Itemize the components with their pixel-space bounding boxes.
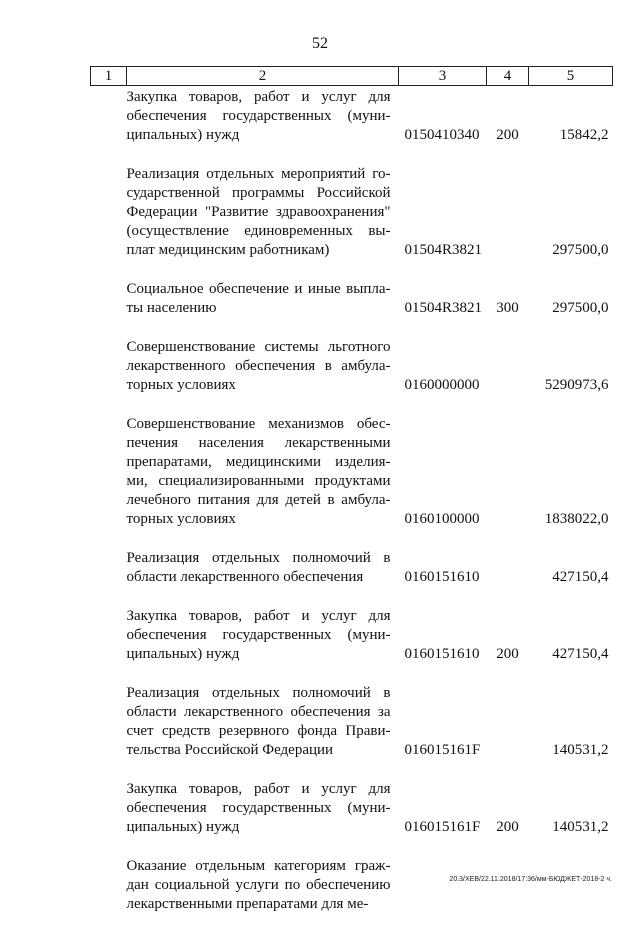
table-row — [91, 780, 613, 857]
row-expense-type: 200 — [496, 646, 519, 662]
row-expense-type: 300 — [496, 300, 519, 316]
row-expense-type: 200 — [496, 819, 519, 835]
row-expense-type — [487, 165, 529, 280]
row-amount: 427150,4 — [552, 646, 609, 662]
row-name: Совершенствование механизмов обес-печения населения лекарственными препаратами, медицинскими изделия-ми, специализированными продуктами лечебного питания для детей в амбула-торных условиях — [126, 416, 391, 527]
row-amount: 140531,2 — [552, 742, 609, 758]
document-footer-stamp: 20.3/ХЕВ/22.11.2018/17:36/мм-БЮДЖЕТ-2018-2 ч. — [449, 876, 612, 883]
row-expense-type — [487, 857, 529, 934]
table-row — [91, 684, 613, 780]
row-code: 01504R3821 — [404, 242, 483, 258]
row-name: Реализация отдельных полномочий в области лекарственного обеспечения — [126, 550, 391, 585]
row-amount: 427150,4 — [552, 569, 609, 585]
table-row — [91, 165, 613, 280]
budget-table — [90, 66, 613, 934]
row-code: 016015161F — [404, 742, 481, 758]
row-code: 0150410340 — [404, 127, 480, 143]
row-expense-type — [487, 338, 529, 415]
column-number-5: 5 — [529, 67, 613, 86]
table-row — [91, 338, 613, 415]
row-code: 0160151610 — [404, 569, 480, 585]
row-amount: 297500,0 — [552, 300, 609, 316]
row-amount: 140531,2 — [552, 819, 609, 835]
row-expense-type — [487, 415, 529, 549]
table-row — [91, 86, 613, 166]
row-expense-type: 200 — [496, 127, 519, 143]
row-name: Закупка товаров, работ и услуг для обеспечения государственных (муни-ципальных) нужд — [126, 89, 391, 143]
column-number-4: 4 — [487, 67, 529, 86]
row-name: Закупка товаров, работ и услуг для обеспечения государственных (муни-ципальных) нужд — [126, 781, 391, 835]
row-code: 0160000000 — [404, 377, 480, 393]
row-code: 016015161F — [404, 819, 481, 835]
table-row — [91, 857, 613, 934]
row-name: Социальное обеспечение и иные выпла-ты населению — [126, 281, 391, 316]
row-name: Закупка товаров, работ и услуг для обеспечения государственных (муни-ципальных) нужд — [126, 608, 391, 662]
row-amount: 1838022,0 — [544, 511, 609, 527]
column-number-2: 2 — [127, 67, 399, 86]
row-name: Совершенствование системы льготного лекарственного обеспечения в амбула-торных условиях — [126, 339, 391, 393]
row-code — [399, 857, 487, 934]
row-expense-type — [487, 684, 529, 780]
table-row — [91, 549, 613, 607]
table-header-row — [91, 67, 613, 86]
table-row — [91, 607, 613, 684]
table-row — [91, 415, 613, 549]
table-row — [91, 280, 613, 338]
row-name: Оказание отдельным категориям граж-дан социальной услуги по обеспечению лекарственными препаратами для ме- — [126, 858, 391, 912]
row-code: 0160151610 — [404, 646, 480, 662]
row-code: 0160100000 — [404, 511, 480, 527]
row-amount — [529, 857, 613, 934]
row-name: Реализация отдельных полномочий в области лекарственного обеспечения за счет средств резервного фонда Прави-тельства Российской Федерации — [126, 685, 391, 758]
row-amount: 5290973,6 — [544, 377, 609, 393]
row-name: Реализация отдельных мероприятий го-сударственной программы Российской Федерации "Развитие здравоохранения" (осуществление единовременных вы-плат медицинским работникам) — [126, 166, 391, 258]
row-expense-type — [487, 549, 529, 607]
column-number-3: 3 — [399, 67, 487, 86]
row-code: 01504R3821 — [404, 300, 483, 316]
page-number: 52 — [312, 35, 328, 52]
row-amount: 297500,0 — [552, 242, 609, 258]
row-amount: 15842,2 — [559, 127, 609, 143]
column-number-1: 1 — [91, 67, 127, 86]
